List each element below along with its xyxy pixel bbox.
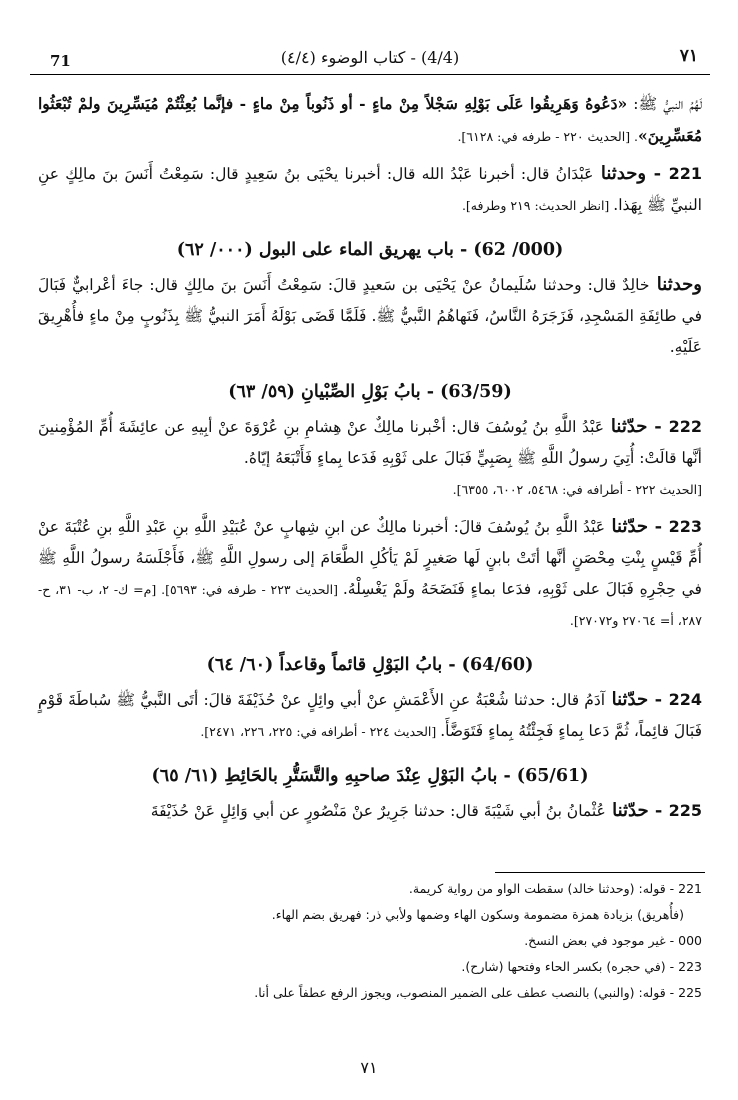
footnote: (فأُهريق) بزيادة همزة مضمومة وسكون الهاء وضمها ولأبي ذر: فهريق بضم الهاء. [271, 907, 684, 922]
hadith-khalid [38, 269, 702, 363]
chain-keyword: - وحدثنا [593, 163, 669, 184]
hadith-222 [38, 411, 702, 474]
hadith-text: عُثْمانُ بنُ أبي شَيْبَةَ قال: حدثنا جَرِيرٌ عنْ مَنْصُورٍ عن أبي وَائِلٍ عَنْ حُذَيْفَةَ [150, 802, 606, 820]
text-run: لَهُمُ النبيُّ ﷺ: [627, 95, 702, 113]
chapter-heading: (64/60) - بابُ البَوْلِ قائماً وقاعداً (٦٠/ ٦٤) [206, 655, 534, 675]
hadith-number: 222 [668, 417, 702, 436]
hadith-220-continuation [38, 88, 702, 152]
footnotes [38, 876, 702, 1006]
main-text [38, 88, 702, 827]
hadith-quote: «دَعُوهُ وَهَرِيقُوا عَلَى بَوْلِهِ سَجْلاً مِنْ ماءٍ - أو ذَنُوباً مِنْ ماءٍ - فإنَّما بُعِثْتُمْ مُيَسِّرِينَ ولمْ تُبْعَثُوا مُعَسِّرِينَ» [38, 94, 702, 145]
hadith-text: خالِدٌ قال: وحدثنا سُلَيمانُ عنْ يَحْيَى بن سَعيدٍ قالَ: سَمِعْتُ أَنَسَ بنَ مالِكٍ قال: جاءَ أعْرابيٌّ فَبَالَ في طائِفَةِ المَسْجِدِ، فَزَجَرَهُ النَّاسُ، فَنَهاهُمُ النَّبيُّ ﷺ. فَلَمَّا قَضَى بَوْلَهُ أَمَرَ النبيُّ ﷺ بِذَنُوبٍ مِنْ ماءٍ فأُهْرِيقَ عَلَيْهِ. [38, 276, 702, 356]
hadith-text: عَبْدُ اللَّهِ بنُ يُوسُفَ قالَ: أخبرنا مالِكٌ عن ابنِ شِهابٍ عنْ عُبَيْدِ اللَّهِ بنِ عَبْدِ اللَّهِ بنِ عُتْبَةَ عنْ أُمِّ قَيْسٍ بِنْتِ مِحْصَنٍ أنَّها أتَتْ بابنٍ لَها صَغيرٍ لَمْ يَأكُلِ الطَّعَامَ إلى رسولِ اللَّهِ ﷺ، فَأَجْلَسَهُ رسولُ اللَّهِ ﷺ في حِجْرِهِ فَبَالَ على ثَوْبِهِ، فدَعا بماءٍ فَنَضَحَهُ ولَمْ يَغْسِلْهُ. [38, 518, 702, 598]
chain-keyword: - حدّثنا [604, 416, 669, 437]
hadith-text: آدَمُ قال: حدثنا شُعْبَةُ عنِ الأَعْمَشِ عنْ أبي وائِلٍ عنْ حُذَيْفَةَ قالَ: أتَى النَّبيُّ ﷺ سُباطَةَ قَوْمٍ فَبَالَ قائِماً، ثُمَّ دَعا بِماءٍ فَجِئْتُهُ بِماءٍ فَتَوَضَّأَ. [38, 691, 702, 740]
page-number-bottom: ٧١ [360, 1058, 378, 1077]
footnote-separator [495, 872, 705, 873]
chapter-heading: (63/59) - بابُ بَوْلِ الصِّبْيانِ (٥٩/ ٦٣) [228, 382, 512, 402]
hadith-221 [38, 158, 702, 221]
chapter-heading: (65/61) - بابُ البَوْلِ عِنْدَ صاحبِهِ والتَّسَتُّرِ بالحَائِطِ (٦١/ ٦٥) [151, 766, 589, 786]
page-number-right: ٧١ [679, 46, 698, 66]
hadith-number: 223 [668, 517, 703, 536]
chain-keyword: وحدثنا [649, 274, 702, 295]
hadith-223 [38, 511, 702, 636]
hadith-reference: [الحديث ٢٢٤ - أطرافه في: ٢٢٥، ٢٢٦، ٢٤٧١]. [200, 724, 441, 739]
hadith-reference: [انظر الحديث: ٢١٩ وطرفه]. [461, 198, 614, 213]
footnote: 000 - غير موجود في بعض النسخ. [524, 933, 702, 948]
hadith-number: 225 [668, 801, 702, 820]
running-title: (4/4) - كتاب الوضوء (٤/٤) [280, 48, 460, 67]
chain-keyword: - حدّثنا [605, 800, 669, 821]
footnote: 223 - (في حجره) بكسر الحاء وفتحها (شارح). [461, 959, 702, 974]
chapter-heading: (000/ 62) - باب يهريق الماء على البول (٠٠٠/ ٦٢) [176, 240, 564, 260]
hadith-224 [38, 684, 702, 747]
page-header [30, 40, 710, 76]
hadith-text: عَبْدَانُ قال: أخبرنا عَبْدُ الله قال: أخبرنا يحْيَى بنُ سَعِيدٍ قال: سَمِعْتُ أَنَسَ بنَ مالِكٍ عنِ النبيِّ ﷺ بِهَذا. [38, 165, 702, 214]
hadith-reference: [الحديث ٢٢٢ - أطرافه في: ٥٤٦٨، ٦٠٠٢، ٦٣٥٥]. [452, 482, 702, 497]
hadith-number: 224 [668, 690, 702, 709]
hadith-225 [38, 795, 702, 827]
hadith-number: 221 [668, 164, 702, 183]
hadith-reference: [الحديث ٢٢٣ - طرفه في: ٥٦٩٣]. [م= ك- ٢، ب- ٣١، ح- ٢٨٧، أ= ٢٧٠٦٤ و٢٧٠٧٢]. [38, 582, 702, 628]
page-number-left: 71 [50, 52, 71, 70]
hadith-reference: . [الحديث ٢٢٠ - طرفه في: ٦١٢٨]. [457, 129, 639, 144]
chain-keyword: - حدّثنا [605, 516, 669, 537]
footnote: 225 - قوله: (والنبي) بالنصب عطف على الضمير المنصوب، ويجوز الرفع عطفاً على أنا. [254, 985, 702, 1000]
footnote: 221 - قوله: (وحدثنا خالد) سقطت الواو من رواية كريمة. [408, 881, 702, 896]
header-rule [30, 74, 710, 75]
hadith-text: عَبْدُ اللَّهِ بنُ يُوسُفَ قال: أخْبرنا مالِكٌ عنْ هِشامِ بنِ عُرْوَةَ عنْ أبِيهِ عن عائِشَةَ أُمِّ المُؤْمِنينَ أنَّها قالَتْ: أُتِيَ رسولُ اللَّهِ ﷺ بِصَبِيٍّ فَبَالَ على ثَوْبِهِ فَدَعا بِماءٍ فَأَتْبَعَهُ إيّاهُ. [38, 418, 702, 467]
chain-keyword: - حدّثنا [605, 689, 669, 710]
